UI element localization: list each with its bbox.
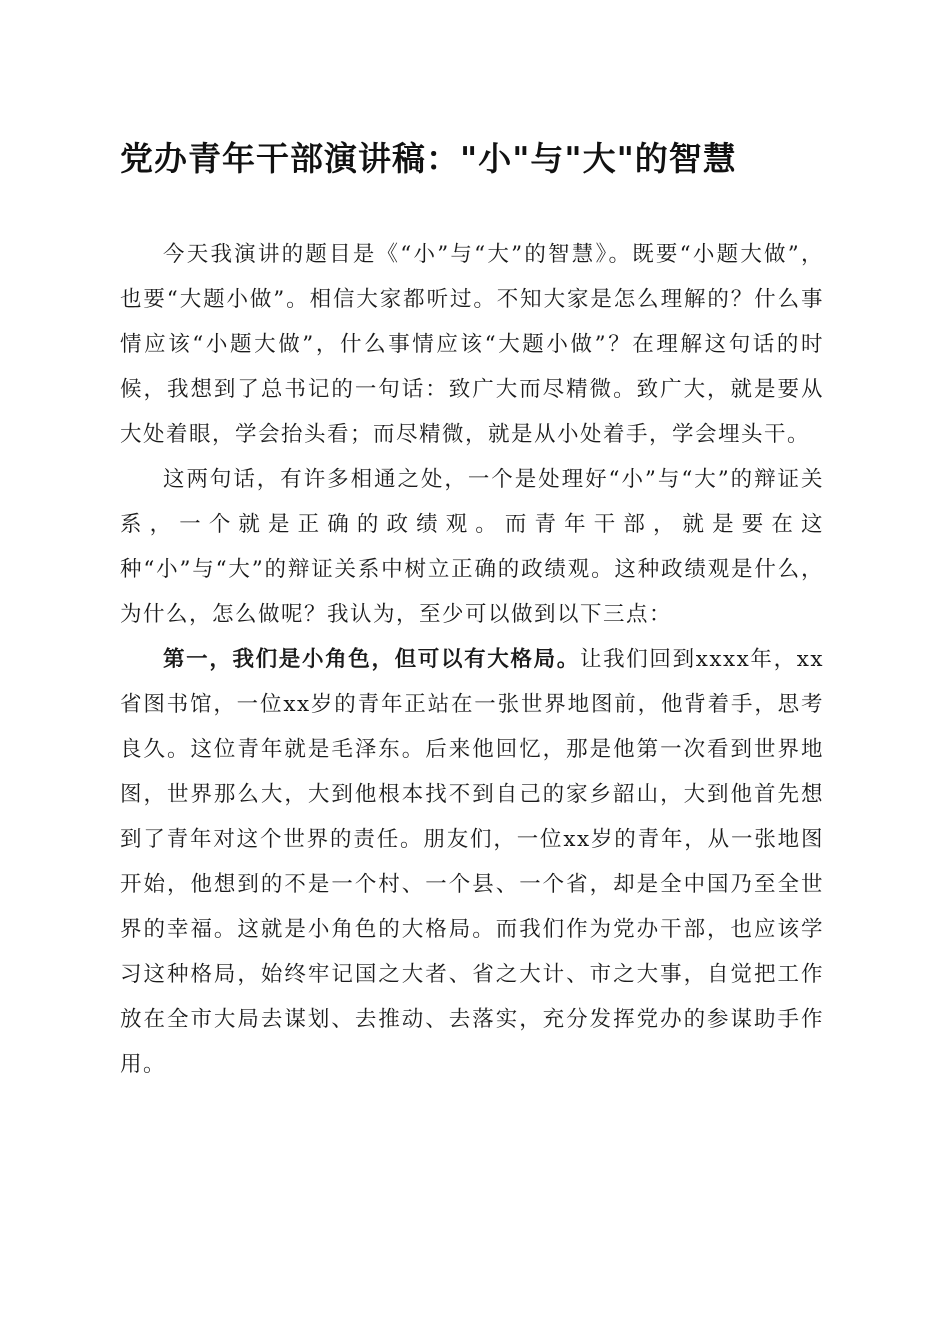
point-one-heading: 第一，我们是小角色，但可以有大格局。	[163, 647, 580, 672]
paragraph-point-one	[120, 637, 824, 1087]
paragraph-two-sentences: 这两句话，有许多相通之处，一个是处理好“小”与“大”的辩证关系，一个就是正确的政绩观。而青年干部，就是要在这种“小”与“大”的辩证关系中树立正确的政绩观。这种政绩观是什么，为什么，怎么做呢？我认为，至少可以做到以下三点：	[120, 467, 824, 627]
point-one-text: 让我们回到xxxx年，xx省图书馆，一位xx岁的青年正站在一张世界地图前，他背着手，思考良久。这位青年就是毛泽东。后来他回忆，那是他第一次看到世界地图，世界那么大，大到他根本找不到自己的家乡韶山，大到他首先想到了青年对这个世界的责任。朋友们，一位xx岁的青年，从一张地图开始，他想到的不是一个村、一个县、一个省，却是全中国乃至全世界的幸福。这就是小角色的大格局。而我们作为党办干部，也应该学习这种格局，始终牢记国之大者、省之大计、市之大事，自觉把工作放在全市大局去谋划、去推动、去落实，充分发挥党办的参谋助手作用。	[120, 647, 824, 1077]
paragraph-intro: 今天我演讲的题目是《“小”与“大”的智慧》。既要“小题大做”，也要“大题小做”。相信大家都听过。不知大家是怎么理解的？什么事情应该“小题大做”，什么事情应该“大题小做”？在理解这句话的时候，我想到了总书记的一句话：致广大而尽精微。致广大，就是要从大处着眼，学会抬头看；而尽精微，就是从小处着手，学会埋头干。	[120, 242, 824, 447]
document-title: 党办青年干部演讲稿："小"与"大"的智慧	[120, 139, 737, 178]
document-body	[120, 232, 824, 1087]
